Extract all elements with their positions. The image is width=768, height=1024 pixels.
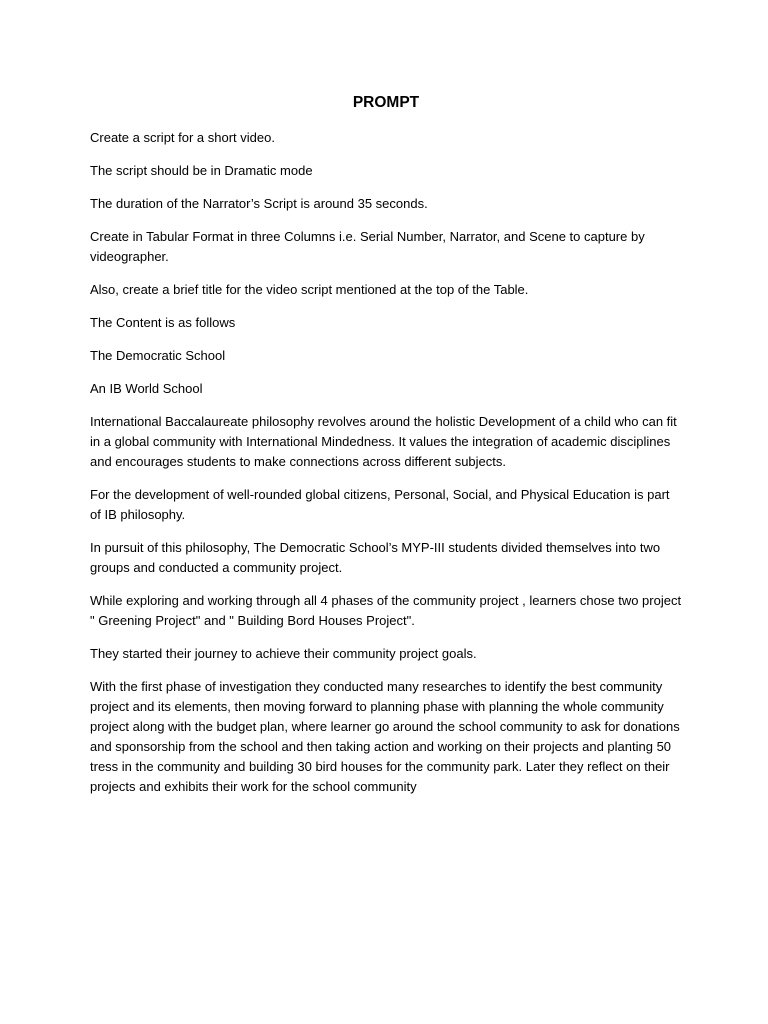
paragraph-3: The duration of the Narrator’s Script is around 35 seconds.: [90, 196, 428, 211]
paragraph-9: International Baccalaureate philosophy revolves around the holistic Development of a child who can fit in a global community with International Mindedness. It values the integration of academic disciplines and encourages students to make connections across different subjects.: [90, 414, 677, 469]
document-page: [90, 92, 682, 810]
paragraph-4: Create in Tabular Format in three Columns i.e. Serial Number, Narrator, and Scene to capture by videographer.: [90, 229, 645, 264]
paragraph-12: While exploring and working through all 4 phases of the community project , learners chose two project " Greening Project" and " Building Bord Houses Project".: [90, 593, 682, 628]
paragraph-8: An IB World School: [90, 381, 203, 396]
paragraph-13: They started their journey to achieve their community project goals.: [90, 646, 477, 661]
paragraph-10: For the development of well-rounded global citizens, Personal, Social, and Physical Education is part of IB philosophy.: [90, 487, 670, 522]
document-title: PROMPT: [352, 94, 420, 111]
paragraph-14: With the first phase of investigation they conducted many researches to identify the best community project and its elements, then moving forward to planning phase with planning the whole community project along with the budget plan, where learner go around the school community to ask for donations and sponsorship from the school and then taking action and working on their projects and planting 50 tress in the community and building 30 bird houses for the community park. Later they reflect on their projects and exhibits their work for the school community: [90, 679, 680, 794]
paragraph-7: The Democratic School: [90, 348, 226, 363]
paragraph-11: In pursuit of this philosophy, The Democratic School’s MYP-III students divided themselves into two groups and conducted a community project.: [90, 540, 661, 575]
paragraph-1: Create a script for a short video.: [90, 130, 275, 145]
paragraph-2: The script should be in Dramatic mode: [90, 163, 313, 178]
paragraph-5: Also, create a brief title for the video script mentioned at the top of the Table.: [90, 282, 529, 297]
paragraph-6: The Content is as follows: [90, 315, 236, 330]
